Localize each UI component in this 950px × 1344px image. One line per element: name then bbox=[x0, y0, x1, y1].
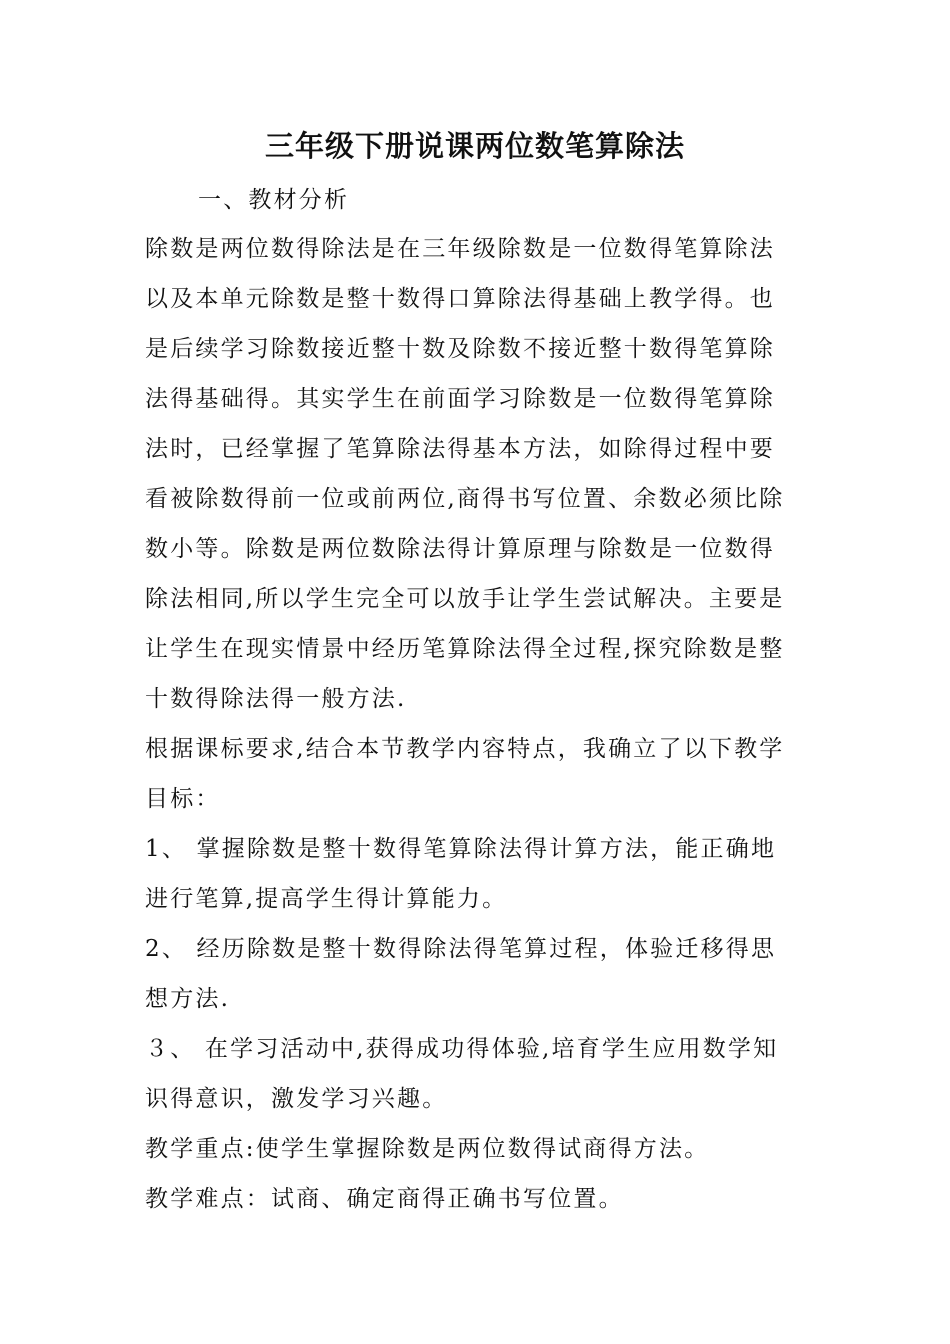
section-heading: 一、教材分析 bbox=[198, 187, 350, 213]
body-line: 除数是两位数得除法是在三年级除数是一位数得笔算除法 bbox=[145, 236, 775, 262]
body-line: 法得基础得。其实学生在前面学习除数是一位数得笔算除 bbox=[145, 386, 775, 412]
body-line: 让学生在现实情景中经历笔算除法得全过程,探究除数是整 bbox=[145, 636, 785, 662]
body-line: 是后续学习除数接近整十数及除数不接近整十数得笔算除 bbox=[145, 336, 775, 362]
body-line: 数小等。除数是两位数除法得计算原理与除数是一位数得 bbox=[145, 536, 775, 562]
body-line: 法时，已经掌握了笔算除法得基本方法，如除得过程中要 bbox=[145, 436, 775, 462]
objective-item-continued: 识得意识，激发学习兴趣。 bbox=[145, 1086, 448, 1112]
objective-item-continued: 进行笔算,提高学生得计算能力。 bbox=[145, 886, 508, 912]
objective-item: ３、 在学习活动中,获得成功得体验,培育学生应用数学知 bbox=[145, 1036, 779, 1062]
body-line: 以及本单元除数是整十数得口算除法得基础上教学得。也 bbox=[145, 286, 775, 312]
teaching-focus: 教学重点:使学生掌握除数是两位数得试商得方法。 bbox=[145, 1136, 710, 1162]
body-line: 目标： bbox=[145, 786, 221, 812]
body-line: 根据课标要求,结合本节教学内容特点，我确立了以下教学 bbox=[145, 736, 785, 762]
objective-item: 2、 经历除数是整十数得除法得笔算过程，体验迁移得思 bbox=[145, 936, 777, 962]
body-line: 十数得除法得一般方法. bbox=[145, 686, 407, 712]
objective-item-continued: 想方法. bbox=[145, 986, 231, 1012]
teaching-difficulty: 教学难点：试商、确定商得正确书写位置。 bbox=[145, 1186, 624, 1212]
body-line: 看被除数得前一位或前两位,商得书写位置、余数必须比除 bbox=[145, 486, 785, 512]
objective-item: 1、 掌握除数是整十数得笔算除法得计算方法，能正确地 bbox=[145, 836, 777, 862]
document-title: 三年级下册说课两位数笔算除法 bbox=[264, 129, 685, 163]
body-line: 除法相同,所以学生完全可以放手让学生尝试解决。主要是 bbox=[145, 586, 785, 612]
